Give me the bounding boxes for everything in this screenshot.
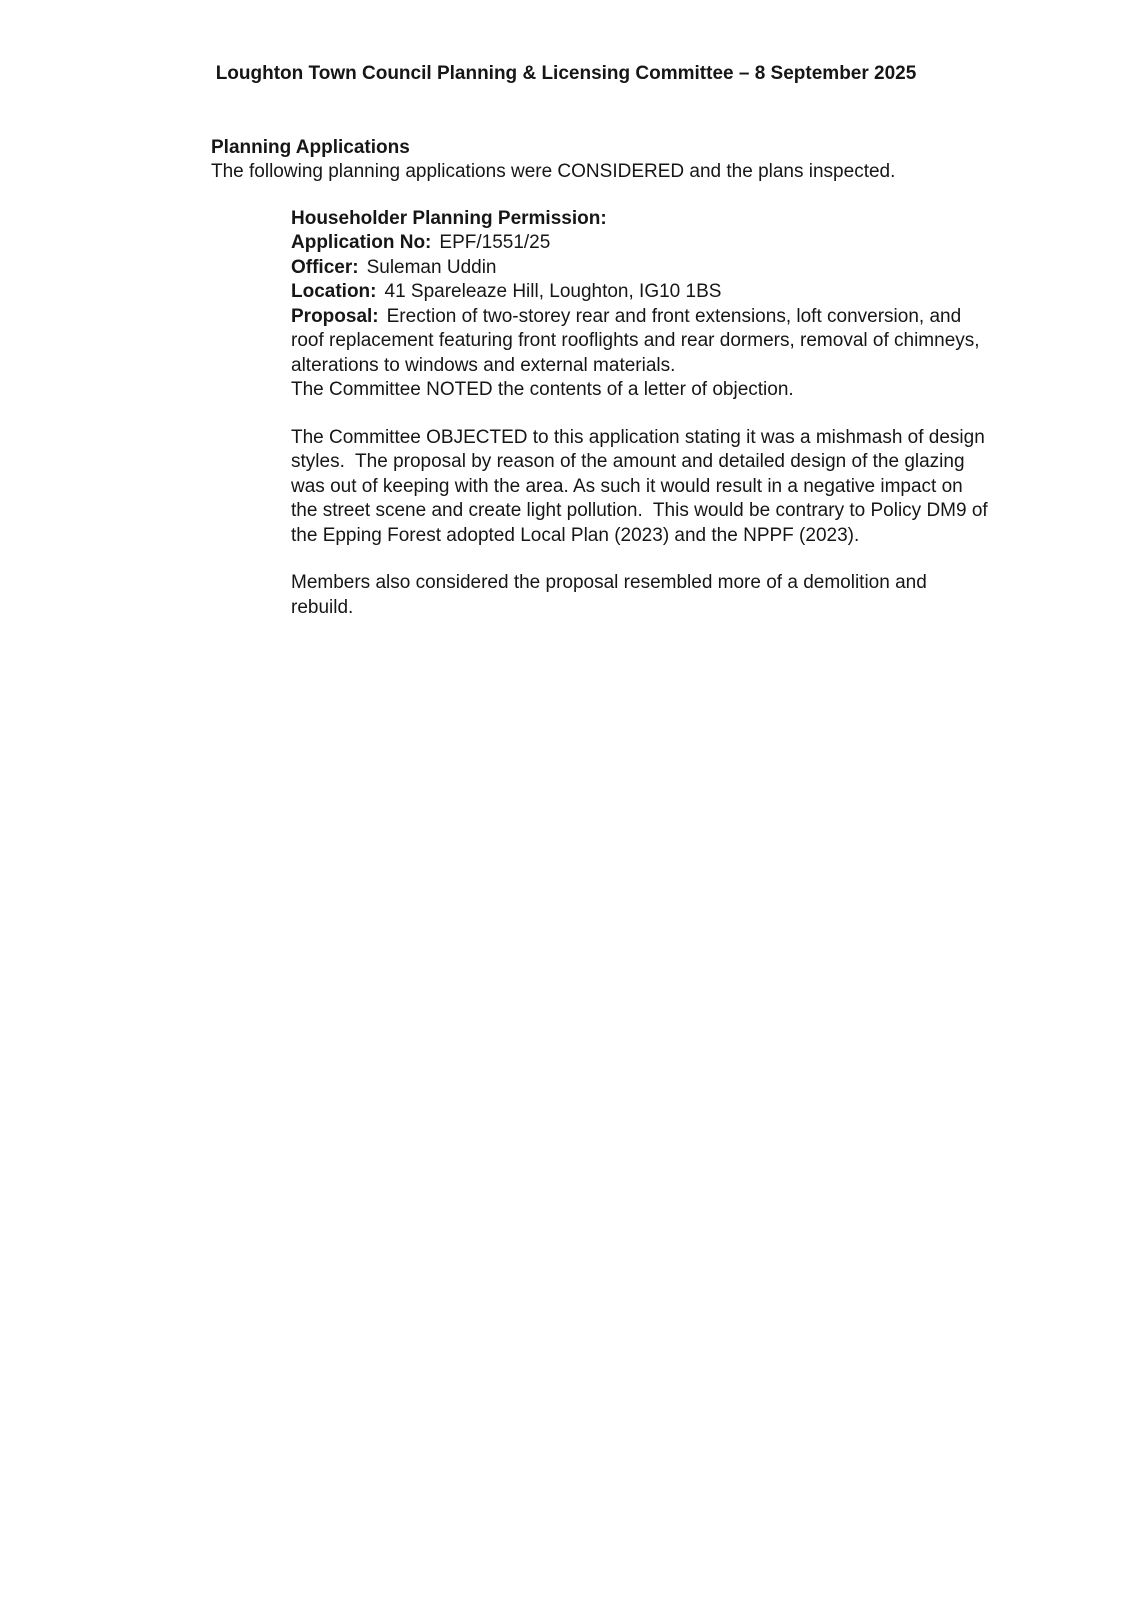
- section-intro: The following planning applications were CONSIDERED and the plans inspected.: [211, 161, 896, 182]
- field-location-label: Location:: [291, 281, 377, 302]
- committee-noted-line: The Committee NOTED the contents of a letter of objection.: [291, 379, 794, 400]
- document-header-title: Loughton Town Council Planning & Licensing Committee – 8 September 2025: [215, 63, 917, 84]
- content-area: [211, 136, 993, 621]
- field-application-no-value: EPF/1551/25: [439, 232, 551, 253]
- committee-objection-paragraph: The Committee OBJECTED to this application stating it was a mishmash of design styles. The proposal by reason of the amount and detailed design of the glazing was out of keeping with the area. As such it would result in a negative impact on the street scene and create light pollution. This would be contrary to Policy DM9 of the Epping Forest adopted Local Plan (2023) and the NPPF (2023).: [291, 426, 993, 546]
- field-location-value: 41 Spareleaze Hill, Loughton, IG10 1BS: [384, 281, 722, 302]
- field-proposal: [291, 305, 989, 379]
- section-title: Planning Applications: [211, 136, 410, 158]
- application-type-heading: Householder Planning Permission:: [291, 207, 607, 229]
- field-officer: [291, 256, 989, 281]
- application-block: [291, 207, 993, 621]
- field-proposal-value: Erection of two-storey rear and front extensions, loft conversion, and roof replacement featuring front rooflights and rear dormers, removal of chimneys, alterations to windows and external materials.: [291, 305, 985, 376]
- field-officer-label: Officer:: [291, 256, 359, 278]
- members-consideration-paragraph: Members also considered the proposal resembled more of a demolition and rebuild.: [291, 572, 933, 618]
- field-application-no: [291, 231, 989, 256]
- field-application-no-label: Application No:: [291, 232, 432, 253]
- field-proposal-label: Proposal:: [291, 305, 379, 327]
- field-location: [291, 280, 989, 305]
- field-officer-value: Suleman Uddin: [366, 256, 497, 278]
